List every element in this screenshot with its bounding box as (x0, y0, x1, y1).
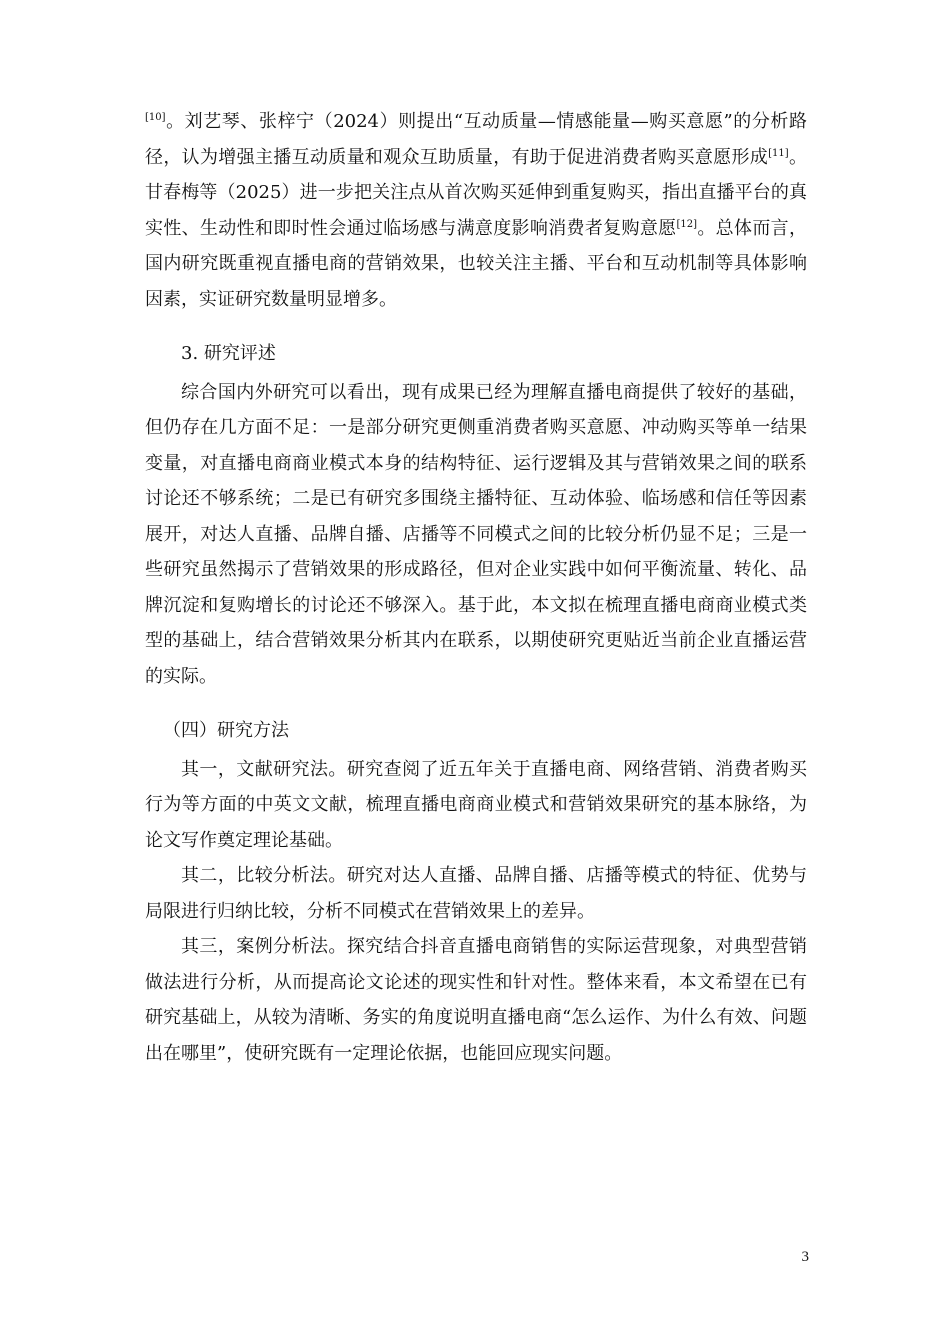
method-paragraph-comparative: 其二，比较分析法。研究对达人直播、品牌自播、店播等模式的特征、优势与局限进行归纳比较，分析不同模式在营销效果上的差异。 (145, 865, 807, 922)
method-paragraph-case-study: 其三，案例分析法。探究结合抖音直播电商销售的实际运营现象，对典型营销做法进行分析，从而提高论文论述的现实性和针对性。整体来看，本文希望在已有研究基础上，从较为清晰、务实的角度说明直播电商“怎么运作、为什么有效、问题出在哪里”，使研究既有一定理论依据，也能回应现实问题。 (145, 936, 807, 1064)
citation-ref-12: [12] (676, 218, 698, 230)
citation-ref-10: [10] (145, 112, 166, 123)
intro-text-3: 。总体而言，国内研究既重视直播电商的营销效果，也较关注主播、平台和互动机制等具体影响因素，实证研究数量明显增多。 (145, 217, 807, 310)
page-number: 3 (801, 1249, 809, 1265)
method-paragraph-literature: 其一，文献研究法。研究查阅了近五年关于直播电商、网络营销、消费者购买行为等方面的中英文文献，梳理直播电商商业模式和营销效果研究的基本脉络，为论文写作奠定理论基础。 (145, 758, 807, 851)
research-review-paragraph: 综合国内外研究可以看出，现有成果已经为理解直播电商提供了较好的基础，但仍存在几方面不足：一是部分研究更侧重消费者购买意愿、冲动购买等单一结果变量，对直播电商商业模式本身的结构特征、运行逻辑及其与营销效果之间的联系讨论还不够系统；二是已有研究多围绕主播特征、互动体验、临场感和信任等因素展开，对达人直播、品牌自播、店播等不同模式之间的比较分析仍显不足；三是一些研究虽然揭示了营销效果的形成路径，但对企业实践中如何平衡流量、转化、品牌沉淀和复购增长的讨论还不够深入。基于此，本文拟在梳理直播电商商业模式类型的基础上，结合营销效果分析其内在联系，以期使研究更贴近当前企业直播运营的实际。 (145, 381, 807, 687)
section-heading-research-methods: （四）研究方法 (163, 720, 289, 741)
page-body (145, 104, 807, 1071)
citation-ref-11: [11] (768, 147, 789, 159)
intro-text-2: 。甘春梅等（2025）进一步把关注点从首次购买延伸到重复购买，指出直播平台的真实性、生动性和即时性会通过临场感与满意度影响消费者复购意愿 (145, 146, 807, 239)
intro-paragraph (145, 104, 807, 317)
intro-text-1: 。刘艺琴、张梓宁（2024）则提出“互动质量—情感能量—购买意愿”的分析路径，认为增强主播互动质量和观众互助质量，有助于促进消费者购买意愿形成 (145, 111, 807, 168)
section-heading-research-review: 3. 研究评述 (181, 343, 276, 364)
